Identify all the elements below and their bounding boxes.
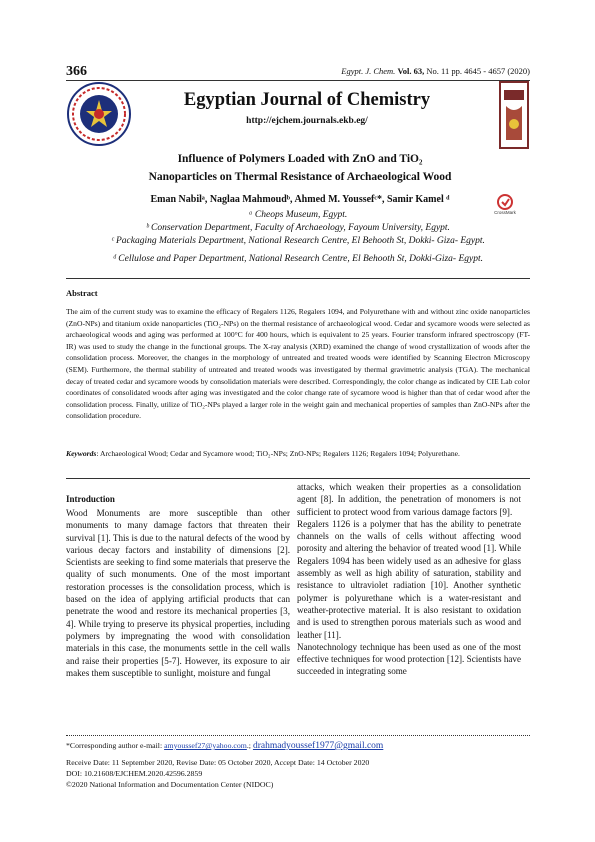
journal-short: Egypt. J. Chem. xyxy=(341,66,396,76)
issue-pages: No. 11 pp. 4645 - 4657 (2020) xyxy=(426,66,530,76)
abstract-text: The aim of the current study was to examine the efficacy of Regalers 1126, Regalers 1094, and Polyurethane with and without zinc oxide nanoparticles (ZnO-NPs) and titanium oxide nanoparticles (TiO₂-NPs) on the thermal resistance of archaeological wood. Cedar and sycamore woods were selected as archaeological woods and aging was performed at 100°C for 400 hours, which is equivalent to 25 years. Fourier transform infrared spectroscopy (FT-IR) was used to study the change in the functional groups. The X-ray analysis (XRD) examined the change of wood crystallization of woods after the consolidation process. Moreover, the changes in the morphology of untreated and treated woods were identified by Scanning Electron Microscopy (SEM). Furthermore, the thermal stability of untreated and treated woods was investigated by thermal gravimetric analysis (TGA). The mechanical decay of treated cedar and sycamore woods by consolidation materials were described. Correspondingly, the color change as indicated by CIE Lab color coordinates of consolidated woods after aging was investigated and the color change rate of sycamore wood is higher than that of cedar wood after the consolidation process. Finally, utilize of TiO₂-NPs played a larger role in the weight gain and mechanical properties of samples than ZnO-NPs after the consolidation procedure. xyxy=(66,307,530,421)
header-rule xyxy=(66,80,530,81)
running-header xyxy=(310,66,530,76)
keywords-text: : Archaeological Wood; Cedar and Sycamore wood; TiO₂-NPs; ZnO-NPs; Regalers 1126; Regalers 1094; Polyurethane. xyxy=(96,449,460,458)
email-link-1[interactable]: amyoussef27@yahoo.com xyxy=(164,741,247,750)
keywords xyxy=(66,448,530,460)
affiliation-c: ᶜ Packaging Materials Department, National Research Centre, El Behooth St, Dokki- Giza- Egypt. xyxy=(111,236,485,246)
society-logo xyxy=(498,80,530,150)
corresponding-author xyxy=(66,740,530,752)
intro-paragraph: Wood Monuments are more susceptible than other monuments to many damage factors that threaten their survival [1]. This is due to the natural defects of the wood by various decay factors and instability of dimensions [2]. Scientists are seeking to find some materials that preserve the quality of such monuments. One of the most important restoration processes is the consolidation process, which is based on the idea of applying artificial products that can penetrate the wood and restore its mechanical properties [3, 4]. While trying to preserve its physical properties, including polymers by impregnating the wood with consolidation materials in this case, the monuments settle in the cell walls and raise their properties [5-7]. However, its exposure to air makes them susceptible to sunlight, moisture and fungal xyxy=(66,508,290,678)
intro-paragraph: Nanotechnology technique has been used as one of the most effective techniques for wood protection [12]. Scientists have succeeded in integrating some xyxy=(297,641,521,677)
introduction-heading: Introduction xyxy=(66,494,115,504)
intro-column-right xyxy=(297,481,521,678)
dates-line: Receive Date: 11 September 2020, Revise Date: 05 October 2020, Accept Date: 14 October 2020 xyxy=(66,758,370,767)
title-line-1: Influence of Polymers Loaded with ZnO and TiO₂ xyxy=(177,153,423,165)
authors: Eman Nabilᵃ, Naglaa Mahmoudᵇ, Ahmed M. Youssefᶜ*, Samir Kamel ᵈ xyxy=(150,194,450,205)
crossmark-label: CrossMark xyxy=(494,210,516,215)
abstract-rule-top xyxy=(66,278,530,279)
abstract-rule-bottom xyxy=(66,478,530,479)
paper-title xyxy=(100,150,500,186)
intro-column-left xyxy=(66,507,290,679)
doi-line[interactable]: DOI: 10.21608/EJCHEM.2020.42596.2859 xyxy=(66,769,203,778)
journal-url[interactable]: http://ejchem.journals.ekb.eg/ xyxy=(246,116,368,126)
copyright-line: ©2020 National Information and Documentation Center (NIDOC) xyxy=(66,780,274,789)
footnote-separator xyxy=(66,735,530,736)
keywords-label: Keywords xyxy=(66,449,97,458)
email-separator: .; xyxy=(246,741,253,750)
corresponding-prefix: *Corresponding author e-mail: xyxy=(66,741,165,750)
affiliation-d: ᵈ Cellulose and Paper Department, National Research Centre, El Behooth St, Dokki-Giza- Egypt. xyxy=(112,254,484,264)
title-line-2: Nanoparticles on Thermal Resistance of Archaeological Wood xyxy=(148,171,452,183)
journal-logo xyxy=(66,80,132,148)
affiliation-b: ᵇ Conservation Department, Faculty of Archaeology, Fayoum University, Egypt. xyxy=(146,223,450,233)
journal-title: Egyptian Journal of Chemistry xyxy=(183,90,431,110)
intro-paragraph: Regalers 1126 is a polymer that has the ability to penetrate channels on the walls of cells without affecting wood porosity and altering the behavior of treated wood [1]. While Regalers 1094 has been widely used as an adhesive for glass assembly as well as high ability of saturation, stability and resistance to ultraviolet radiation [10]. Another synthetic polymer is polyurethane which is a water-resistant and weather-protective material. It is also resistant to oxidation and is used to strengthen porous materials such as wood and leather [11]. xyxy=(297,518,521,640)
abstract-heading: Abstract xyxy=(66,288,98,298)
affiliation-a: ᵃ Cheops Museum, Egypt. xyxy=(248,210,348,220)
page-number: 366 xyxy=(66,64,87,79)
intro-paragraph: attacks, which weaken their properties as a consolidation agent [8]. In addition, the penetration of monomers is not sufficient to protect wood from various damage factors [9]. xyxy=(297,482,521,517)
email-link-2[interactable]: drahmadyoussef1977@gmail.com xyxy=(252,741,384,751)
volume: Vol. 63, xyxy=(397,66,425,76)
